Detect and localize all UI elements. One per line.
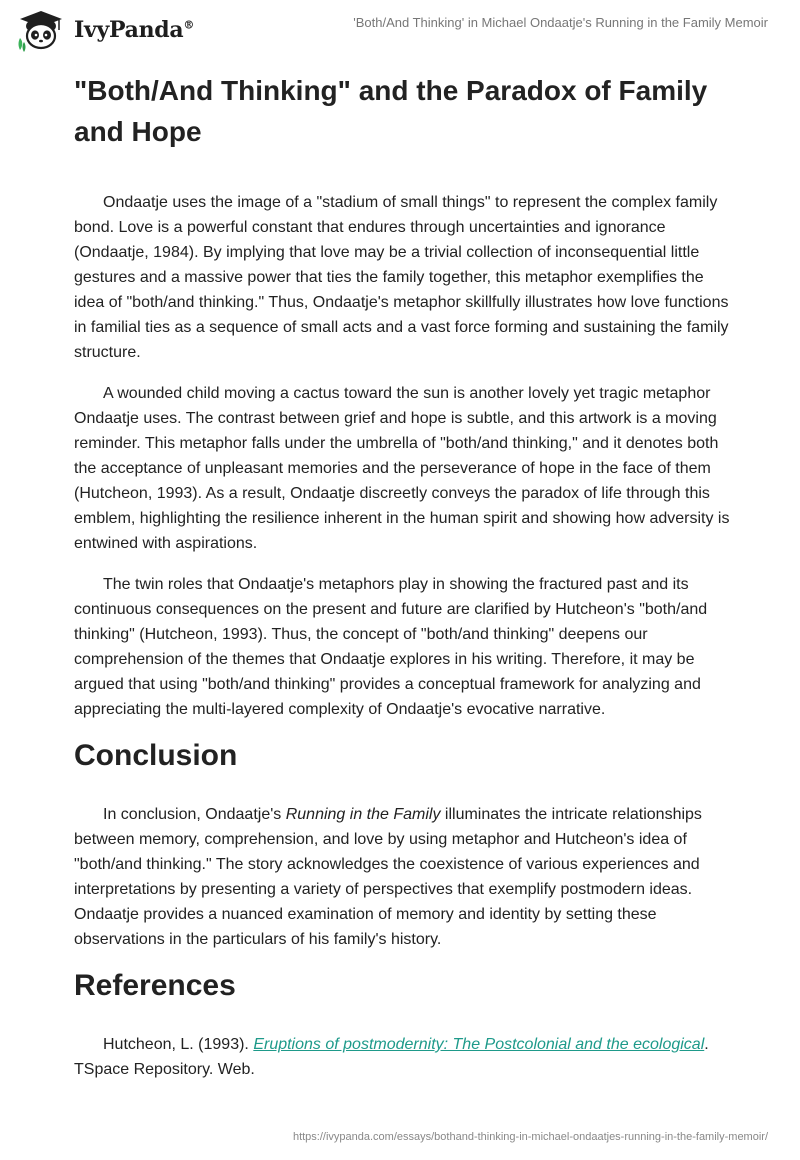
article-content <box>74 70 734 1098</box>
paragraph: The twin roles that Ondaatje's metaphors play in showing the fractured past and its continuous consequences on the present and future are clarified by Hutcheon's "both/and thinking" (Hutcheon, 1993). Thus, the concept of "both/and thinking" deepens our comprehension of the themes that Ondaatje explores in his writing. Therefore, it may be argued that using "both/and thinking" provides a conceptual framework for analyzing and appreciating the multi-layered complexity of Ondaatje's evocative narrative. <box>74 576 708 718</box>
references-heading: References <box>74 969 236 1002</box>
paragraph: A wounded child moving a cactus toward the sun is another lovely yet tragic metaphor Ondaatje uses. The contrast between grief and hope is subtle, and this artwork is a moving reminder. This metaphor falls under the umbrella of "both/and thinking," and it denotes both the acceptance of unpleasant memories and the perseverance of hope in the face of them (Hutcheon, 1993). As a result, Ondaatje discreetly conveys the paradox of life through this emblem, highlighting the resilience inherent in the human spirit and showing how adversity is entwined with aspirations. <box>74 385 730 552</box>
paragraph: Ondaatje uses the image of a "stadium of small things" to represent the complex family bond. Love is a powerful constant that endures through uncertainties and ignorance (Ondaatje, 1984). By implying that love may be a trivial collection of inconsequential little gestures and a massive power that ties the family together, this metaphor exemplifies the idea of "both/and thinking." Thus, Ondaatje's metaphor skillfully illustrates how love functions in familial ties as a sequence of small acts and a vast force forming and sustaining the family structure. <box>74 194 729 361</box>
reference-entry: Hutcheon, L. (1993). Eruptions of postmodernity: The Postcolonial and the ecological. TSpace Repository. Web. <box>74 1036 709 1078</box>
article-title: "Both/And Thinking" and the Paradox of Family and Hope <box>74 75 708 147</box>
source-url: https://ivypanda.com/essays/bothand-thinking-in-michael-ondaatjes-running-in-the-family-memoir/ <box>292 1131 768 1143</box>
book-title: Running in the Family <box>285 806 441 823</box>
reference-link[interactable]: Eruptions of postmodernity: The Postcolonial and the ecological <box>253 1036 705 1053</box>
logo-text: IvyPanda® <box>74 17 195 43</box>
conclusion-heading: Conclusion <box>74 739 238 772</box>
page-header <box>0 0 800 60</box>
panda-graduate-icon <box>14 8 68 52</box>
ivypanda-logo[interactable] <box>14 8 194 52</box>
document-title: 'Both/And Thinking' in Michael Ondaatje's Running in the Family Memoir <box>353 15 768 30</box>
conclusion-paragraph: In conclusion, Ondaatje's Running in the Family illuminates the intricate relationships between memory, comprehension, and love by using metaphor and Hutcheon's idea of "both/and thinking." The story acknowledges the coexistence of various experiences and interpretations by presenting a variety of perspectives that exemplify postmodern ideas. Ondaatje provides a nuanced examination of memory and identity by setting these observations in the particulars of his family's history. <box>74 806 702 948</box>
